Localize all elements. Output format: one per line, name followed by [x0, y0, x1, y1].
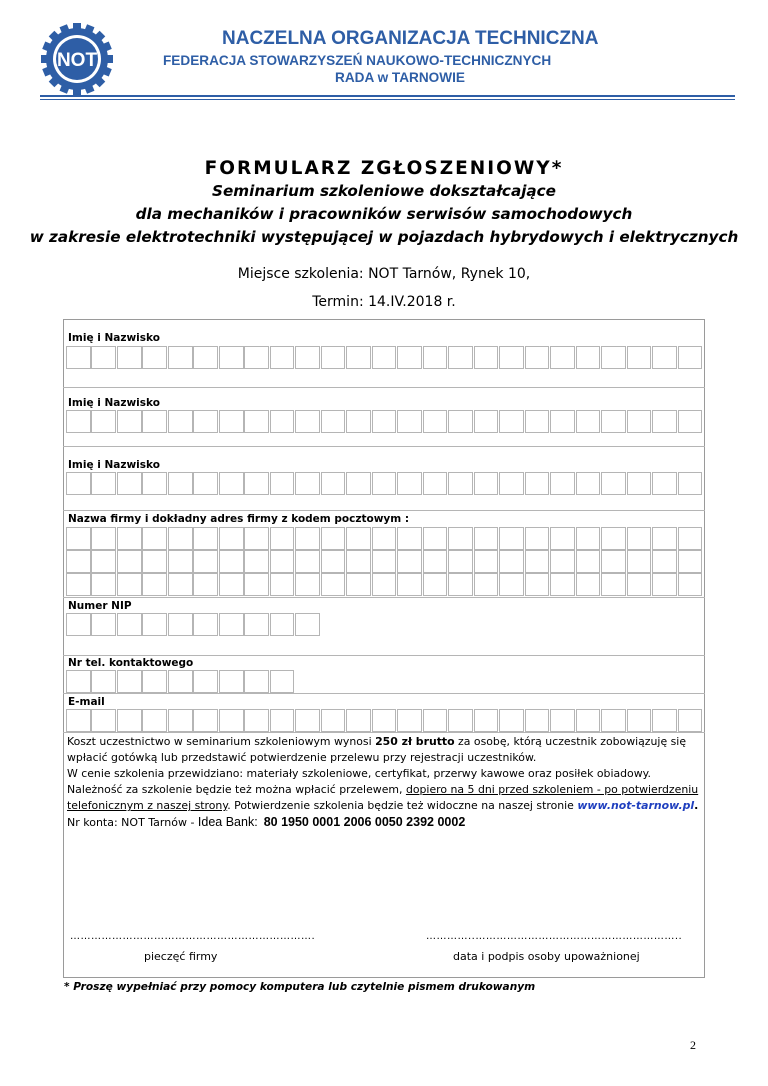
signature-line: …………..………………………………………………….. — [426, 931, 683, 942]
input-cell[interactable] — [346, 550, 371, 573]
input-cell[interactable] — [117, 346, 142, 369]
input-cell[interactable] — [576, 550, 601, 573]
input-cell[interactable] — [627, 410, 652, 433]
input-cell[interactable] — [652, 527, 677, 550]
row-divider — [63, 387, 705, 388]
input-cell[interactable] — [601, 550, 626, 573]
input-cell[interactable] — [244, 670, 269, 693]
input-cell[interactable] — [295, 613, 320, 636]
svg-text:NOT: NOT — [56, 50, 98, 71]
input-cell[interactable] — [244, 346, 269, 369]
input-cell[interactable] — [550, 709, 575, 732]
input-cell[interactable] — [372, 550, 397, 573]
input-cell[interactable] — [499, 410, 524, 433]
input-cell[interactable] — [321, 527, 346, 550]
input-cell[interactable] — [117, 573, 142, 596]
input-cell[interactable] — [652, 410, 677, 433]
input-cell[interactable] — [168, 410, 193, 433]
input-cell[interactable] — [244, 550, 269, 573]
input-cell[interactable] — [372, 346, 397, 369]
input-cell[interactable] — [372, 472, 397, 495]
input-cell[interactable] — [168, 670, 193, 693]
input-cell[interactable] — [321, 410, 346, 433]
input-cell[interactable] — [193, 410, 218, 433]
website-link[interactable]: www.not-tarnow.pl — [577, 799, 695, 813]
input-cell[interactable] — [652, 346, 677, 369]
input-cell[interactable] — [346, 527, 371, 550]
input-cell[interactable] — [193, 573, 218, 596]
input-cell[interactable] — [397, 410, 422, 433]
input-cell[interactable] — [576, 527, 601, 550]
phone-label: Nr tel. kontaktowego — [68, 657, 194, 669]
input-cell[interactable] — [627, 573, 652, 596]
signature-label: data i podpis osoby upoważnionej — [453, 950, 640, 963]
input-cell[interactable] — [321, 573, 346, 596]
input-cell[interactable] — [168, 709, 193, 732]
input-cell[interactable] — [525, 527, 550, 550]
input-cell[interactable] — [346, 346, 371, 369]
input-cell[interactable] — [525, 346, 550, 369]
input-cell[interactable] — [372, 527, 397, 550]
input-cell[interactable] — [474, 550, 499, 573]
input-cell[interactable] — [219, 527, 244, 550]
input-cell[interactable] — [295, 709, 320, 732]
input-cell[interactable] — [142, 670, 167, 693]
cost-info: Koszt uczestnictwo w seminarium szkoleniowym wynosi 250 zł brutto za osobę, którą uczestnik zobowiązuję się wpłacić gotówką lub przedstawić potwierdzenie przelewu przy rejestracji uczestników. — [67, 735, 687, 765]
included-info: W cenie szkolenia przewidziano: materiały szkoleniowe, certyfikat, przerwy kawowe oraz posiłek obiadowy. — [67, 767, 651, 780]
input-cell[interactable] — [142, 550, 167, 573]
input-cell[interactable] — [168, 472, 193, 495]
input-cell[interactable] — [678, 527, 703, 550]
input-cell[interactable] — [423, 709, 448, 732]
seminar-line-1: Seminarium szkoleniowe dokształcające — [212, 182, 556, 200]
nip-label: Numer NIP — [68, 600, 132, 612]
input-cell[interactable] — [499, 346, 524, 369]
input-cell[interactable] — [474, 346, 499, 369]
input-cell[interactable] — [117, 670, 142, 693]
input-cell[interactable] — [219, 573, 244, 596]
email-field[interactable] — [66, 709, 703, 732]
input-cell[interactable] — [295, 346, 320, 369]
input-cell[interactable] — [423, 346, 448, 369]
input-cell[interactable] — [678, 550, 703, 573]
input-cell[interactable] — [499, 527, 524, 550]
input-cell[interactable] — [652, 709, 677, 732]
name1-label: Imię i Nazwisko — [68, 332, 160, 344]
input-cell[interactable] — [91, 573, 116, 596]
name3-label: Imię i Nazwisko — [68, 459, 160, 471]
input-cell[interactable] — [91, 550, 116, 573]
input-cell[interactable] — [270, 346, 295, 369]
input-cell[interactable] — [601, 573, 626, 596]
input-cell[interactable] — [346, 410, 371, 433]
input-cell[interactable] — [168, 346, 193, 369]
input-cell[interactable] — [576, 573, 601, 596]
input-cell[interactable] — [397, 472, 422, 495]
input-cell[interactable] — [525, 709, 550, 732]
input-cell[interactable] — [91, 472, 116, 495]
input-cell[interactable] — [91, 670, 116, 693]
phone-field[interactable] — [66, 670, 295, 693]
input-cell[interactable] — [270, 573, 295, 596]
company-field-row3[interactable] — [66, 573, 703, 596]
input-cell[interactable] — [91, 527, 116, 550]
input-cell[interactable] — [193, 709, 218, 732]
input-cell[interactable] — [576, 410, 601, 433]
input-cell[interactable] — [499, 709, 524, 732]
input-cell[interactable] — [550, 527, 575, 550]
input-cell[interactable] — [117, 550, 142, 573]
input-cell[interactable] — [117, 472, 142, 495]
input-cell[interactable] — [448, 346, 473, 369]
input-cell[interactable] — [423, 550, 448, 573]
input-cell[interactable] — [142, 410, 167, 433]
input-cell[interactable] — [142, 573, 167, 596]
header-divider — [40, 95, 735, 97]
input-cell[interactable] — [219, 472, 244, 495]
input-cell[interactable] — [525, 410, 550, 433]
row-divider — [63, 446, 705, 447]
input-cell[interactable] — [295, 573, 320, 596]
input-cell[interactable] — [678, 573, 703, 596]
input-cell[interactable] — [448, 573, 473, 596]
input-cell[interactable] — [678, 346, 703, 369]
input-cell[interactable] — [193, 550, 218, 573]
company-field-row1[interactable] — [66, 527, 703, 550]
input-cell[interactable] — [678, 709, 703, 732]
input-cell[interactable] — [525, 472, 550, 495]
org-name: NACZELNA ORGANIZACJA TECHNICZNA — [222, 28, 599, 49]
input-cell[interactable] — [168, 573, 193, 596]
row-divider — [63, 693, 705, 694]
form-title: FORMULARZ ZGŁOSZENIOWY* — [204, 158, 564, 179]
input-cell[interactable] — [66, 410, 91, 433]
input-cell[interactable] — [474, 573, 499, 596]
input-cell[interactable] — [270, 410, 295, 433]
input-cell[interactable] — [652, 550, 677, 573]
input-cell[interactable] — [474, 709, 499, 732]
input-cell[interactable] — [448, 527, 473, 550]
input-cell[interactable] — [576, 709, 601, 732]
stamp-label: pieczęć firmy — [144, 950, 218, 963]
input-cell[interactable] — [601, 472, 626, 495]
training-date: Termin: 14.IV.2018 r. — [312, 294, 456, 310]
input-cell[interactable] — [193, 613, 218, 636]
row-divider — [63, 510, 705, 511]
company-field-row2[interactable] — [66, 550, 703, 573]
input-cell[interactable] — [397, 709, 422, 732]
input-cell[interactable] — [295, 527, 320, 550]
input-cell[interactable] — [346, 573, 371, 596]
input-cell[interactable] — [321, 346, 346, 369]
input-cell[interactable] — [117, 410, 142, 433]
input-cell[interactable] — [168, 527, 193, 550]
input-cell[interactable] — [423, 527, 448, 550]
input-cell[interactable] — [193, 670, 218, 693]
page-number: 2 — [690, 1038, 696, 1052]
input-cell[interactable] — [270, 550, 295, 573]
input-cell[interactable] — [117, 527, 142, 550]
input-cell[interactable] — [193, 527, 218, 550]
input-cell[interactable] — [193, 346, 218, 369]
input-cell[interactable] — [193, 472, 218, 495]
name2-label: Imię i Nazwisko — [68, 397, 160, 409]
input-cell[interactable] — [474, 410, 499, 433]
input-cell[interactable] — [219, 410, 244, 433]
input-cell[interactable] — [91, 410, 116, 433]
input-cell[interactable] — [244, 472, 269, 495]
input-cell[interactable] — [66, 573, 91, 596]
input-cell[interactable] — [678, 410, 703, 433]
input-cell[interactable] — [525, 550, 550, 573]
input-cell[interactable] — [448, 410, 473, 433]
input-cell[interactable] — [627, 346, 652, 369]
input-cell[interactable] — [91, 709, 116, 732]
input-cell[interactable] — [142, 472, 167, 495]
input-cell[interactable] — [499, 550, 524, 573]
company-label: Nazwa firmy i dokładny adres firmy z kodem pocztowym : — [68, 513, 410, 525]
input-cell[interactable] — [66, 670, 91, 693]
input-cell[interactable] — [219, 346, 244, 369]
input-cell[interactable] — [550, 410, 575, 433]
input-cell[interactable] — [321, 550, 346, 573]
header-divider-thin — [40, 99, 735, 100]
seminar-line-2: dla mechaników i pracowników serwisów samochodowych — [135, 205, 633, 223]
footnote: * Proszę wypełniać przy pomocy komputera lub czytelnie pismem drukowanym — [64, 981, 536, 993]
row-divider — [63, 732, 705, 733]
input-cell[interactable] — [244, 709, 269, 732]
input-cell[interactable] — [91, 346, 116, 369]
input-cell[interactable] — [346, 472, 371, 495]
input-cell[interactable] — [219, 613, 244, 636]
input-cell[interactable] — [423, 573, 448, 596]
payment-info: Należność za szkolenie będzie też można wpłacić przelewem, dopiero na 5 dni przed szkoleniem - po potwierdzeniu telefonicznym z naszej strony. Potwierdzenie szkolenia będzie też widoczne na naszej stronie www.not-tarnow.pl. — [67, 783, 699, 813]
input-cell[interactable] — [601, 346, 626, 369]
input-cell[interactable] — [576, 472, 601, 495]
input-cell[interactable] — [601, 527, 626, 550]
input-cell[interactable] — [576, 346, 601, 369]
input-cell[interactable] — [321, 472, 346, 495]
input-cell[interactable] — [295, 410, 320, 433]
input-cell[interactable] — [627, 550, 652, 573]
row-divider — [63, 597, 705, 598]
nip-field[interactable] — [66, 613, 321, 636]
input-cell[interactable] — [295, 472, 320, 495]
input-cell[interactable] — [550, 472, 575, 495]
input-cell[interactable] — [142, 709, 167, 732]
input-cell[interactable] — [168, 550, 193, 573]
input-cell[interactable] — [474, 527, 499, 550]
bank-account: Nr konta: NOT Tarnów - Idea Bank: 80 1950 0001 2006 0050 2392 0002 — [67, 815, 466, 829]
input-cell[interactable] — [550, 346, 575, 369]
input-cell[interactable] — [244, 573, 269, 596]
input-cell[interactable] — [397, 527, 422, 550]
name1-field[interactable] — [66, 346, 703, 369]
email-label: E-mail — [68, 696, 105, 708]
input-cell[interactable] — [142, 346, 167, 369]
input-cell[interactable] — [652, 472, 677, 495]
input-cell[interactable] — [244, 410, 269, 433]
input-cell[interactable] — [270, 670, 295, 693]
seminar-line-3: w zakresie elektrotechniki występującej w pojazdach hybrydowych i elektrycznych — [29, 228, 739, 246]
input-cell[interactable] — [66, 527, 91, 550]
input-cell[interactable] — [346, 709, 371, 732]
input-cell[interactable] — [372, 410, 397, 433]
input-cell[interactable] — [244, 527, 269, 550]
input-cell[interactable] — [270, 613, 295, 636]
input-cell[interactable] — [372, 573, 397, 596]
input-cell[interactable] — [499, 573, 524, 596]
input-cell[interactable] — [66, 346, 91, 369]
federation-name: FEDERACJA STOWARZYSZEŃ NAUKOWO-TECHNICZNYCH — [163, 53, 552, 68]
input-cell[interactable] — [652, 573, 677, 596]
input-cell[interactable] — [423, 410, 448, 433]
input-cell[interactable] — [142, 527, 167, 550]
input-cell[interactable] — [270, 472, 295, 495]
input-cell[interactable] — [525, 573, 550, 596]
input-cell[interactable] — [550, 550, 575, 573]
input-cell[interactable] — [219, 670, 244, 693]
input-cell[interactable] — [550, 573, 575, 596]
input-cell[interactable] — [66, 550, 91, 573]
council-name: RADA w TARNOWIE — [335, 70, 465, 85]
input-cell[interactable] — [295, 550, 320, 573]
input-cell[interactable] — [627, 527, 652, 550]
input-cell[interactable] — [397, 550, 422, 573]
input-cell[interactable] — [448, 472, 473, 495]
input-cell[interactable] — [117, 613, 142, 636]
input-cell[interactable] — [499, 472, 524, 495]
input-cell[interactable] — [66, 472, 91, 495]
input-cell[interactable] — [448, 709, 473, 732]
name3-field[interactable] — [66, 472, 703, 495]
input-cell[interactable] — [678, 472, 703, 495]
input-cell[interactable] — [270, 709, 295, 732]
training-place: Miejsce szkolenia: NOT Tarnów, Rynek 10, — [237, 266, 531, 282]
input-cell[interactable] — [117, 709, 142, 732]
input-cell[interactable] — [66, 709, 91, 732]
name2-field[interactable] — [66, 410, 703, 433]
input-cell[interactable] — [219, 709, 244, 732]
input-cell[interactable] — [627, 472, 652, 495]
input-cell[interactable] — [66, 613, 91, 636]
stamp-line: ……………………………………………………………. — [70, 931, 316, 942]
input-cell[interactable] — [142, 613, 167, 636]
input-cell[interactable] — [397, 346, 422, 369]
input-cell[interactable] — [321, 709, 346, 732]
input-cell[interactable] — [448, 550, 473, 573]
input-cell[interactable] — [423, 472, 448, 495]
input-cell[interactable] — [168, 613, 193, 636]
row-divider — [63, 655, 705, 656]
input-cell[interactable] — [601, 410, 626, 433]
input-cell[interactable] — [244, 613, 269, 636]
input-cell[interactable] — [474, 472, 499, 495]
input-cell[interactable] — [91, 613, 116, 636]
input-cell[interactable] — [397, 573, 422, 596]
input-cell[interactable] — [627, 709, 652, 732]
input-cell[interactable] — [219, 550, 244, 573]
input-cell[interactable] — [270, 527, 295, 550]
input-cell[interactable] — [601, 709, 626, 732]
input-cell[interactable] — [372, 709, 397, 732]
